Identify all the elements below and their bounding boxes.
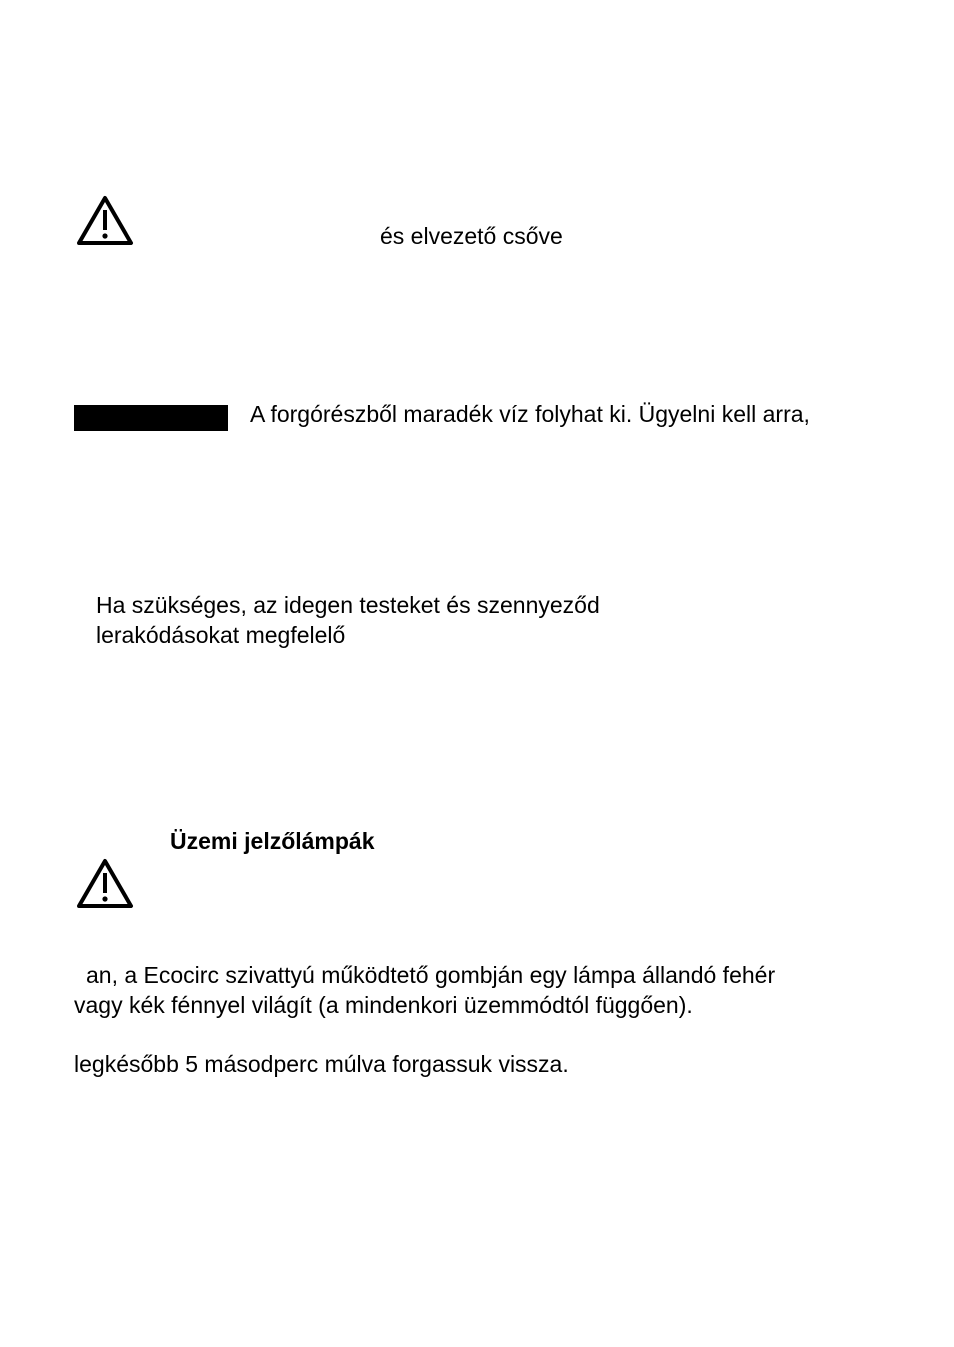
foreign-bodies-text-line-1: Ha szükséges, az idegen testeket és szennyeződ	[96, 592, 600, 618]
lamp-text-line-2: vagy kék fénnyel világít (a mindenkori üzemmódtól függően).	[74, 992, 693, 1018]
lamp-text-line-1: an, a Ecocirc szivattyú működtető gombján egy lámpa állandó fehér	[86, 962, 776, 988]
indicator-lamps-heading: Üzemi jelzőlámpák	[170, 828, 375, 854]
rotor-water-text: A forgórészből maradék víz folyhat ki. Ügyelni kell arra,	[250, 401, 810, 427]
foreign-bodies-text-line-2: lerakódásokat megfelelő	[96, 622, 346, 648]
redaction-bar	[74, 405, 228, 431]
rotate-back-text: legkésőbb 5 másodperc múlva forgassuk vissza.	[74, 1051, 569, 1077]
warning-triangle-icon	[76, 195, 134, 247]
warning-triangle-icon	[76, 858, 134, 910]
drain-pipe-text: és elvezető csőve	[380, 223, 563, 249]
